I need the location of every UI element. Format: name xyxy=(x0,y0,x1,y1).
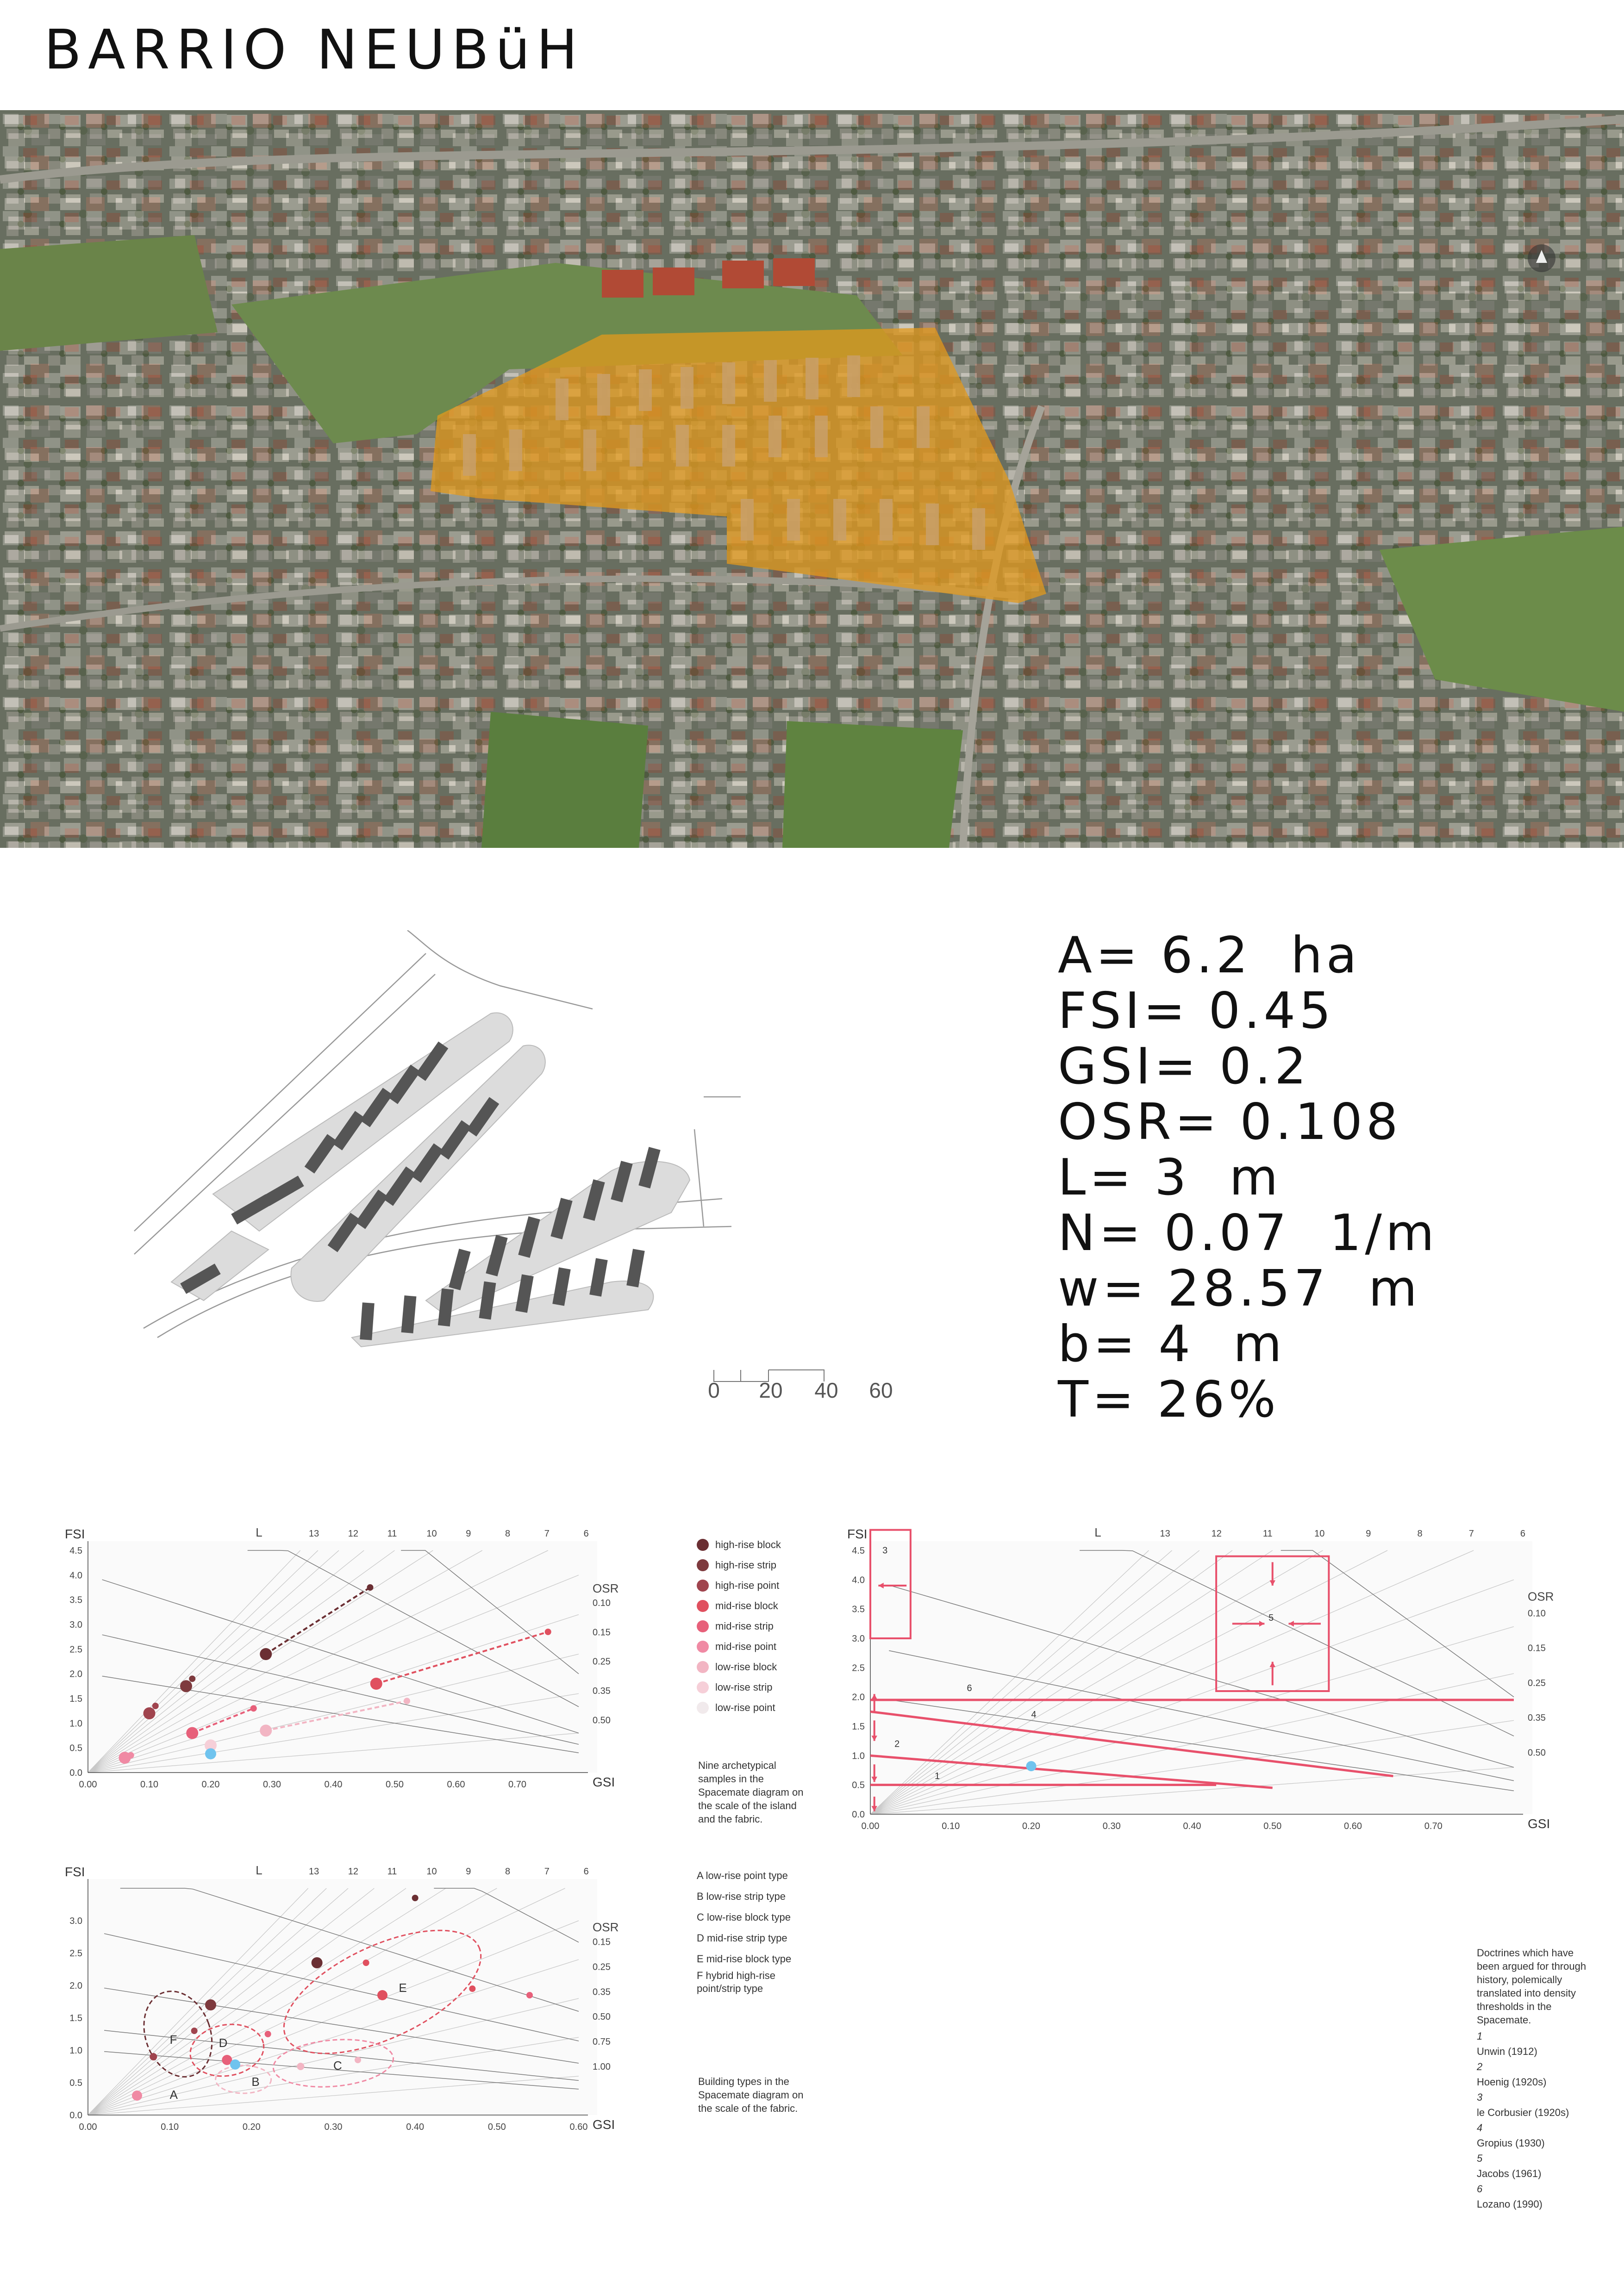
l-label: 12 xyxy=(1211,1529,1222,1539)
data-point xyxy=(355,2057,361,2063)
l-label: 8 xyxy=(505,1867,511,1877)
x-tick-label: 0.10 xyxy=(161,2122,179,2132)
l-label: 9 xyxy=(1366,1529,1371,1539)
site-point xyxy=(1026,1761,1037,1771)
x-tick-label: 0.20 xyxy=(242,2122,261,2132)
x-axis-label: GSI xyxy=(593,1775,615,1789)
x-tick-label: 0.50 xyxy=(1263,1821,1282,1831)
legend-dot xyxy=(697,1559,709,1571)
data-point xyxy=(526,1992,533,1998)
l-label: 9 xyxy=(466,1867,471,1877)
plot-area xyxy=(88,1879,597,2115)
osr-label: 0.15 xyxy=(593,1937,611,1948)
doctrine-name: Unwin (1912) xyxy=(1477,2046,1537,2057)
l-label: 11 xyxy=(1262,1529,1273,1539)
tennis-court xyxy=(602,270,643,298)
metric-row: w= 28.57 m xyxy=(1058,1260,1421,1318)
group-label: E xyxy=(399,1981,407,1995)
legend-item: D mid-rise strip type xyxy=(697,1932,787,1944)
scale-tick: 60 xyxy=(869,1378,893,1402)
l-label: 9 xyxy=(466,1529,471,1539)
y-tick-label: 1.5 xyxy=(852,1722,865,1732)
l-label: 8 xyxy=(1417,1529,1423,1539)
y-tick-label: 0.5 xyxy=(69,2078,82,2088)
chart-legend xyxy=(697,1535,781,1718)
y-tick-label: 2.0 xyxy=(69,1981,82,1991)
x-tick-label: 0.40 xyxy=(1183,1821,1201,1831)
legend-item: high-rise point xyxy=(697,1575,781,1596)
scale-tick: 40 xyxy=(814,1378,838,1402)
data-point xyxy=(144,1707,156,1719)
osr-label: 0.75 xyxy=(593,2037,611,2047)
doctrine-number: 2 xyxy=(1477,2061,1483,2072)
l-label: 6 xyxy=(1520,1529,1526,1539)
x-tick-label: 0.50 xyxy=(487,2122,506,2132)
l-label: 10 xyxy=(426,1529,437,1539)
x-tick-label: 0.00 xyxy=(79,1780,97,1790)
legend-item: high-rise strip xyxy=(697,1555,781,1575)
x-tick-label: 0.10 xyxy=(140,1780,158,1790)
doctrine-number: 4 xyxy=(1477,2122,1483,2134)
threshold-label: 1 xyxy=(935,1771,940,1781)
group-label: B xyxy=(251,2075,260,2089)
x-tick-label: 0.20 xyxy=(201,1780,220,1790)
y-axis-label: FSI xyxy=(847,1527,868,1541)
l-label: 7 xyxy=(1468,1529,1474,1539)
metric-row: b= 4 m xyxy=(1058,1315,1286,1373)
y-tick-label: 0.5 xyxy=(852,1780,865,1791)
data-point xyxy=(370,1678,382,1690)
spacemate-chart-types xyxy=(46,1860,685,2157)
osr-label: 0.15 xyxy=(593,1627,611,1638)
y-tick-label: 2.5 xyxy=(852,1663,865,1674)
y-tick-label: 2.0 xyxy=(69,1669,82,1680)
data-point xyxy=(363,1960,369,1966)
legend-item: F hybrid high-rise point/strip type xyxy=(697,1970,775,1994)
doctrine-number: 6 xyxy=(1477,2183,1483,2195)
metric-row: GSI= 0.2 xyxy=(1058,1038,1310,1095)
osr-label: 0.15 xyxy=(1528,1643,1546,1654)
l-label: 11 xyxy=(387,1867,397,1877)
legend-item: low-rise block xyxy=(697,1657,781,1677)
group-label: F xyxy=(169,2033,177,2047)
data-point xyxy=(404,1698,410,1704)
y-tick-label: 1.5 xyxy=(69,1694,82,1704)
x-tick-label: 0.60 xyxy=(569,2122,588,2132)
data-point xyxy=(367,1584,374,1591)
tennis-court xyxy=(773,258,815,286)
y-tick-label: 0.0 xyxy=(69,1768,82,1778)
metric-row: A= 6.2 ha xyxy=(1058,927,1361,984)
data-point xyxy=(312,1957,323,1968)
l-label: 12 xyxy=(348,1867,359,1877)
metric-row: L= 3 m xyxy=(1058,1149,1282,1207)
osr-label: 0.50 xyxy=(593,2012,611,2022)
y-axis-label: FSI xyxy=(65,1865,85,1879)
osr-label: 0.50 xyxy=(1528,1748,1546,1758)
legend-dot xyxy=(697,1580,709,1592)
osr-label: OSR xyxy=(1528,1589,1554,1604)
l-label: 6 xyxy=(583,1529,589,1539)
site-plan xyxy=(130,930,917,1430)
doctrine-name: Hoenig (1920s) xyxy=(1477,2076,1547,2088)
data-point xyxy=(186,1727,198,1739)
green-field xyxy=(481,712,648,848)
threshold-label: 4 xyxy=(1031,1710,1037,1720)
y-tick-label: 4.5 xyxy=(852,1546,865,1556)
tennis-court xyxy=(722,261,764,288)
y-axis-label: FSI xyxy=(65,1527,85,1541)
legend-item: E mid-rise block type xyxy=(697,1953,792,1965)
metrics-panel xyxy=(1058,928,1438,1428)
data-point xyxy=(152,1703,159,1709)
y-tick-label: 0.5 xyxy=(69,1743,82,1754)
metric-row: FSI= 0.45 xyxy=(1058,982,1335,1040)
y-tick-label: 4.0 xyxy=(852,1575,865,1586)
data-point xyxy=(265,2031,271,2037)
x-axis-label: GSI xyxy=(593,2117,615,2132)
threshold-label: 3 xyxy=(882,1545,888,1556)
x-tick-label: 0.60 xyxy=(1344,1821,1362,1831)
spacemate-chart-samples xyxy=(46,1523,685,1810)
x-axis-label: GSI xyxy=(1528,1817,1550,1831)
osr-label: 0.25 xyxy=(593,1656,611,1667)
legend-item: low-rise point xyxy=(697,1698,781,1718)
osr-label: 1.00 xyxy=(593,2062,611,2072)
l-label: 13 xyxy=(309,1867,319,1877)
x-tick-label: 0.70 xyxy=(508,1780,526,1790)
l-label: 10 xyxy=(1314,1529,1325,1539)
scale-tick: 20 xyxy=(759,1378,783,1402)
tennis-court xyxy=(653,268,694,295)
l-label: L xyxy=(1094,1525,1101,1539)
metric-row: N= 0.07 1/m xyxy=(1058,1204,1438,1262)
data-point xyxy=(180,1680,192,1692)
x-tick-label: 0.70 xyxy=(1424,1821,1443,1831)
green-field xyxy=(0,235,218,351)
y-tick-label: 2.5 xyxy=(69,1644,82,1655)
doctrine-number: 1 xyxy=(1477,2030,1483,2042)
l-label: 7 xyxy=(544,1529,550,1539)
y-tick-label: 3.0 xyxy=(69,1916,82,1926)
legend-dot xyxy=(697,1641,709,1653)
y-tick-label: 2.5 xyxy=(69,1948,82,1959)
data-point xyxy=(545,1629,551,1635)
type-legend xyxy=(697,1865,803,1995)
osr-label: 0.35 xyxy=(593,1686,611,1697)
y-tick-label: 3.5 xyxy=(852,1604,865,1615)
data-point xyxy=(469,1985,475,1992)
l-label: 13 xyxy=(1160,1529,1170,1539)
y-tick-label: 3.5 xyxy=(69,1595,82,1605)
data-point xyxy=(297,2063,304,2070)
data-point xyxy=(132,2091,142,2101)
osr-label: 0.50 xyxy=(593,1715,611,1726)
legend-item: high-rise block xyxy=(697,1535,781,1555)
data-point xyxy=(377,1990,387,2000)
y-tick-label: 1.0 xyxy=(69,1718,82,1729)
x-tick-label: 0.00 xyxy=(861,1821,880,1831)
l-label: 7 xyxy=(544,1867,550,1877)
x-tick-label: 0.40 xyxy=(324,1780,343,1790)
data-point xyxy=(412,1895,418,1901)
l-label: 13 xyxy=(309,1529,319,1539)
l-label: 6 xyxy=(583,1867,589,1877)
legend-item: mid-rise strip xyxy=(697,1616,781,1636)
data-point xyxy=(150,2053,157,2060)
y-tick-label: 4.0 xyxy=(69,1570,82,1581)
metric-row: OSR= 0.108 xyxy=(1058,1093,1402,1151)
y-tick-label: 0.0 xyxy=(852,1810,865,1820)
data-point xyxy=(230,2060,240,2070)
legend-dot xyxy=(697,1620,709,1632)
metric-row: T= 26% xyxy=(1058,1371,1280,1429)
x-tick-label: 0.10 xyxy=(942,1821,960,1831)
legend-item: A low-rise point type xyxy=(697,1870,788,1881)
doctrine-name: Jacobs (1961) xyxy=(1477,2168,1542,2179)
y-tick-label: 4.5 xyxy=(69,1546,82,1556)
osr-label: 0.25 xyxy=(1528,1678,1546,1688)
l-label: 10 xyxy=(426,1867,437,1877)
legend-dot xyxy=(697,1702,709,1714)
doctrine-name: Lozano (1990) xyxy=(1477,2198,1543,2210)
group-label: A xyxy=(169,2088,178,2102)
legend-dot xyxy=(697,1600,709,1612)
y-tick-label: 2.0 xyxy=(852,1692,865,1703)
x-tick-label: 0.60 xyxy=(447,1780,465,1790)
threshold-label: 6 xyxy=(967,1683,972,1693)
legend-dot xyxy=(697,1539,709,1551)
legend-item: low-rise strip xyxy=(697,1677,781,1698)
l-label: L xyxy=(256,1863,262,1877)
doctrines-list xyxy=(1477,1946,1597,2212)
legend-item: B low-rise strip type xyxy=(697,1891,786,1902)
y-tick-label: 1.0 xyxy=(852,1751,865,1761)
aerial-photo xyxy=(0,110,1624,848)
x-tick-label: 0.30 xyxy=(324,2122,343,2132)
doctrine-name: Gropius (1930) xyxy=(1477,2137,1545,2149)
data-point xyxy=(260,1648,272,1660)
chart-caption: Building types in the Spacemate diagram on the scale of the fabric. xyxy=(698,2076,804,2114)
y-tick-label: 1.0 xyxy=(69,2046,82,2056)
green-field xyxy=(782,721,963,848)
doctrine-number: 3 xyxy=(1477,2091,1483,2103)
legend-item: mid-rise point xyxy=(697,1636,781,1657)
l-label: L xyxy=(256,1525,262,1539)
osr-label: OSR xyxy=(593,1581,619,1596)
osr-label: 0.25 xyxy=(593,1962,611,1972)
y-tick-label: 3.0 xyxy=(69,1620,82,1630)
x-tick-label: 0.20 xyxy=(1022,1821,1040,1831)
y-tick-label: 3.0 xyxy=(852,1634,865,1644)
legend-item: mid-rise block xyxy=(697,1596,781,1616)
page-title: BARRIO NEUBüH xyxy=(44,18,584,81)
l-label: 8 xyxy=(505,1529,511,1539)
x-tick-label: 0.00 xyxy=(79,2122,97,2132)
legend-item: C low-rise block type xyxy=(697,1911,791,1923)
osr-label: 0.10 xyxy=(593,1598,611,1608)
data-point xyxy=(205,1999,216,2010)
x-tick-label: 0.50 xyxy=(386,1780,404,1790)
osr-label: OSR xyxy=(593,1920,619,1935)
group-label: D xyxy=(219,2036,228,2050)
scale-tick: 0 xyxy=(708,1378,720,1402)
l-label: 11 xyxy=(387,1529,397,1539)
doctrines-intro: Doctrines which have been argued for through history, polemically translated into density thresholds in the Spacemate. xyxy=(1477,1947,1587,2026)
data-point xyxy=(250,1705,257,1711)
x-tick-label: 0.30 xyxy=(1102,1821,1121,1831)
compass-icon xyxy=(1528,244,1555,272)
y-tick-label: 0.0 xyxy=(69,2110,82,2121)
l-label: 12 xyxy=(348,1529,359,1539)
doctrine-number: 5 xyxy=(1477,2153,1483,2164)
y-tick-label: 1.5 xyxy=(69,2013,82,2023)
x-tick-label: 0.40 xyxy=(406,2122,425,2132)
threshold-label: 2 xyxy=(894,1739,900,1749)
x-tick-label: 0.30 xyxy=(263,1780,281,1790)
osr-label: 0.35 xyxy=(1528,1713,1546,1724)
threshold-label: 5 xyxy=(1268,1613,1274,1623)
legend-dot xyxy=(697,1661,709,1673)
doctrine-name: le Corbusier (1920s) xyxy=(1477,2107,1569,2118)
data-point xyxy=(205,1748,216,1759)
data-point xyxy=(128,1752,134,1759)
osr-label: 0.35 xyxy=(593,1987,611,1997)
osr-label: 0.10 xyxy=(1528,1608,1546,1619)
data-point xyxy=(189,1675,195,1682)
chart-caption: Nine archetypical samples in the Spacemate diagram on the scale of the island and the fabric. xyxy=(698,1760,804,1825)
data-point xyxy=(191,2028,198,2034)
spacemate-chart-doctrines xyxy=(833,1518,1555,1842)
legend-dot xyxy=(697,1681,709,1693)
data-point xyxy=(260,1724,272,1736)
group-label: C xyxy=(333,2059,342,2072)
